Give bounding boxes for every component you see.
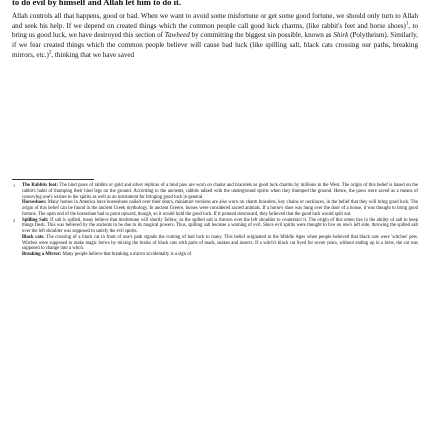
body-sentence-5: , thinking that we have saved <box>51 50 135 59</box>
footnote-divider <box>12 179 94 180</box>
horseshoes-text: Many homes in America have horseshoes nailed over their doors, miniature versions are also worn on charm bracelets, key chains or necklaces, in the belief that they will bring good luck. The origin of this belief can be found in the ancient Greek mythology. In ancient Greece, horses were considered sacred animals. If a horse's shoe was hung over the door of a house, it was thought to bring good fortune. The open end of the horseshoe had to point upward, though, so it would hold the good luck. If it pointed downward, they believed that the good luck would spill out. <box>22 200 418 217</box>
footnote-ref-2: 2 <box>48 50 52 56</box>
black-cats-heading: Black cats: <box>22 234 45 240</box>
body-text <box>12 12 418 61</box>
footnote-1-heading: The Rabbits foot: <box>22 183 59 188</box>
mirror-heading: Breaking a Mirror: <box>22 252 62 257</box>
term-shirk: Shirk <box>333 31 349 40</box>
footnote-1-text: The hind paws of rabbits or gold and silver replicas of a hind paw are worn on chains and bracelets as good luck charms by millions in the West. The origin of this belief is based on the rabbit's habit of thumping their hind legs on the ground. According to the ancients, rabbits talked with the underground spirits when they thumped the ground. Hence, the paws were saved as a means of conveying one's wishes to the spirits as well as an instrument for bringing good luck in general. <box>22 183 418 200</box>
footnote-1-number: 1 <box>13 183 16 188</box>
footnote-2-heading: Spilling Salt: <box>22 217 49 223</box>
footnote-black-cats <box>12 235 418 252</box>
footnote-2-text: If salt is spilled, many believe that misfortune will shortly follow, so the spilled salt is thrown over the left shoulder to counteract it. The origin of this omen lies in the ability of salt to keep things fresh. This was believed by the ancients to be due to its magical powers. Thus, spilling salt became a warning of evil. Since evil spirits were thought to live on one's left side, throwing the spilled salt over the left shoulder was supposed to satisfy the evil spirits. <box>22 217 418 234</box>
body-sentence-1: Allah controls all that happens, good or bad. When we want to avoid some misfortune or get some good fortune, we should only turn to Allah and seek his help. If we depend on created things which the common people call good luck charms, (like rabbit's feet and horse shoes) <box>12 12 418 30</box>
footnote-horseshoes <box>12 200 418 217</box>
footnote-1 <box>12 183 418 200</box>
footnote-ref-1: 1 <box>405 21 409 27</box>
main-paragraph <box>12 12 418 61</box>
mirror-text: Many people believe that breaking a mirror accidentally is a sign of <box>61 252 192 257</box>
footnote-2-number: 2 <box>13 217 16 223</box>
footnotes <box>12 183 418 258</box>
body-sentence-4: (Polytheism). Similarly, if we fear created things which the common people believe will cause bad luck (like spilling salt, black cats crossing our paths, breaking mirrors, etc.) <box>12 31 419 59</box>
black-cats-text: The crossing of a black cat in front of one's path signals the coming of bad luck to many. This belief originated in the Middle Ages when people believed that black cats were 'witches' pets. Witches were supposed to make magic brews by mixing the brains of black cats with parts of toads, snakes and insects. If a witch's black cat lived for seven years, without ending up in a brew, the cat was supposed to change into a witch. <box>22 234 419 252</box>
body-sentence-3: by committing the biggest sin possible, known as <box>189 31 334 40</box>
term-tawheed: Tawheed <box>164 31 190 40</box>
footnote-2 <box>12 218 418 235</box>
body-sentence-2: , to bring us good luck, we have destroyed this section of <box>12 21 418 40</box>
horseshoes-heading: Horseshoes: <box>22 200 47 206</box>
heading-line: to do evil by himself and Allah let him to do it. <box>12 0 182 7</box>
footnote-mirror <box>12 252 418 258</box>
